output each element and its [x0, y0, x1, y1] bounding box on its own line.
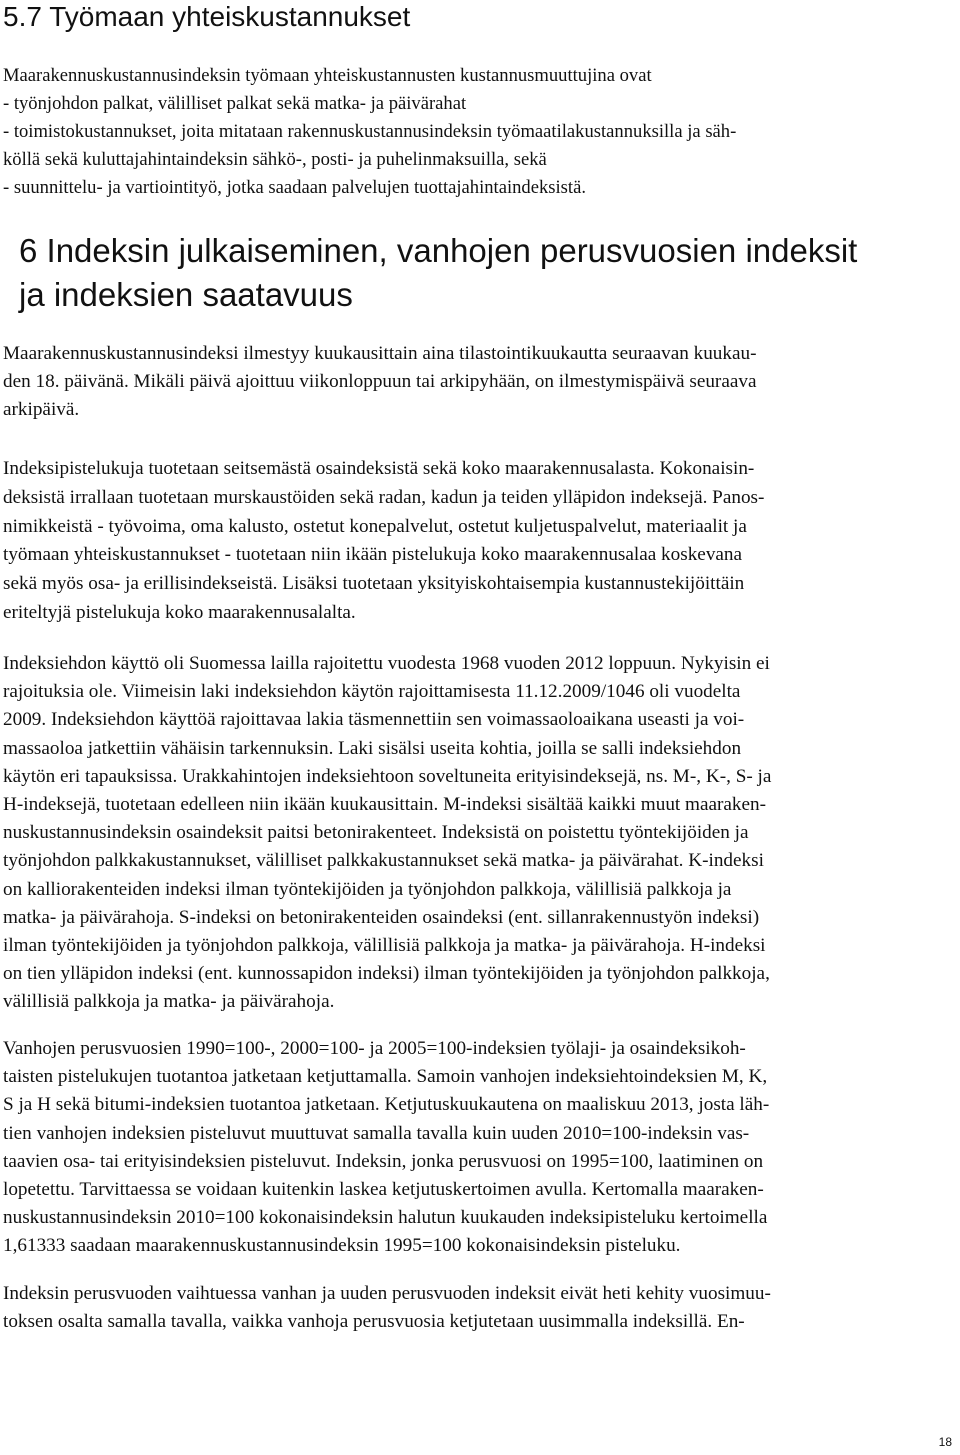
text-line: Vanhojen perusvuosien 1990=100-, 2000=100- ja 2005=100-indeksien työlaji- ja osaindeksikoh-	[3, 1038, 746, 1059]
paragraph-publication	[3, 340, 756, 424]
section-heading-5-7: 5.7 Työmaan yhteiskustannukset	[3, 1, 411, 32]
text-line: - toimistokustannukset, joita mitataan rakennuskustannusindeksin työmaatilakustannuksilla ja säh-	[3, 121, 737, 142]
paragraph-index-points	[3, 455, 764, 628]
heading-line: 6 Indeksin julkaiseminen, vanhojen perusvuosien indeksit	[19, 232, 858, 269]
text-line: taavien osa- tai erityisindeksien pisteluvut. Indeksin, jonka perusvuosi on 1995=100, laatiminen on	[3, 1150, 764, 1172]
text-line: - työnjohdon palkat, välilliset palkat sekä matka- ja päivärahat	[3, 93, 467, 114]
text-line: sekä myös osa- ja erillisindekseistä. Lisäksi tuotetaan yksityiskohtaisempia kustannustekijöittäin	[3, 573, 745, 595]
text-line: työnjohdon palkkakustannukset, välilliset palkkakustannukset sekä matka- ja päivärahat. K-indeksi	[3, 850, 764, 872]
text-line: on kalliorakenteiden indeksi ilman työntekijöiden ja työnjohdon palkkoja, välillisiä palkkoja ja	[3, 878, 732, 900]
text-line: 1,61333 saadaan maarakennuskustannusindeksin 1995=100 kokonaisindeksin pisteluku.	[3, 1235, 681, 1257]
text-line: Maarakennuskustannusindeksi ilmestyy kuukausittain aina tilastointikuukautta seuraavan kuukau-	[3, 343, 757, 364]
text-line: taisten pistelukujen tuotantoa jatketaan ketjuttamalla. Samoin vanhojen indeksiehtoindeksien M, K,	[3, 1066, 768, 1088]
text-line: S ja H sekä bitumi-indeksien tuotantoa jatketaan. Ketjutuskuukautena on maaliskuu 2013, josta läh-	[3, 1094, 770, 1116]
page-number: 18	[938, 1435, 952, 1449]
text-line: eriteltyjä pistelukuja koko maarakennusalalta.	[3, 601, 356, 623]
text-line: arkipäivä.	[3, 399, 80, 420]
paragraph-index-clause	[3, 650, 771, 1016]
paragraph-base-year-change	[3, 1280, 771, 1336]
text-line: käytön eri tapauksissa. Urakkahintojen indeksiehtoon soveltuneita erityisindeksejä, ns. M-, K-, S- ja	[3, 765, 772, 787]
text-line: tien vanhojen indeksien pisteluvut muuttuvat samalla tavalla kuin uuden 2010=100-indeksin vas-	[3, 1122, 750, 1144]
heading-line: ja indeksien saatavuus	[19, 276, 353, 313]
text-line: massaoloa jatkettiin vähäisin tarkennuksin. Laki sisälsi useita kohtia, joilla se salli indeksiehdon	[3, 737, 742, 759]
text-line: lopetettu. Tarvittaessa se voidaan kuitenkin laskea ketjutuskertoimen avulla. Kertomalla maaraken-	[3, 1178, 764, 1200]
text-line: Maarakennuskustannusindeksin työmaan yhteiskustannusten kustannusmuuttujina ovat	[3, 65, 652, 86]
text-line: matka- ja päivärahoja. S-indeksi on betonirakenteiden osaindeksi (ent. sillanrakennustyön indeksi)	[3, 906, 760, 928]
text-line: H-indeksejä, tuotetaan edelleen niin ikään kuukausittain. M-indeksi sisältää kaikki muut maaraken-	[3, 793, 767, 815]
text-line: on tien ylläpidon indeksi (ent. kunnossapidon indeksi) ilman työntekijöiden ja työnjohdon palkkoja,	[3, 963, 770, 985]
text-line: rajoituksia ole. Viimeisin laki indeksiehdon käytön rajoittamisesta 11.12.2009/1046 oli vuodelta	[3, 681, 741, 703]
text-line: työmaan yhteiskustannukset - tuotetaan niin ikään pistelukuja koko maarakennusalaa koskevana	[3, 544, 743, 566]
text-line: nimikkeistä - työvoima, oma kalusto, ostetut konepalvelut, ostetut kuljetuspalvelut, materiaalit ja	[3, 515, 747, 537]
text-line: Indeksiehdon käyttö oli Suomessa lailla rajoitettu vuodesta 1968 vuoden 2012 loppuun. Nykyisin ei	[3, 653, 770, 674]
text-line: toksen osalta samalla tavalla, vaikka vanhoja perusvuosia ketjutetaan uusimmalla indeksillä. En-	[3, 1311, 745, 1332]
text-line: Indeksin perusvuoden vaihtuessa vanhan ja uuden perusvuoden indeksit eivät heti kehity vuosimuu-	[3, 1283, 771, 1304]
text-line: 2009. Indeksiehdon käyttöä rajoittavaa lakia täsmennettiin sen voimassaoloaikana useasti ja voi-	[3, 709, 745, 731]
text-line: köllä sekä kuluttajahintaindeksin sähkö-, posti- ja puhelinmaksuilla, sekä	[3, 149, 547, 170]
text-line: Indeksipistelukuja tuotetaan seitsemästä osaindeksistä sekä koko maarakennusalasta. Kokonaisin-	[3, 458, 755, 479]
section-heading-6	[19, 229, 857, 317]
text-line: deksistä irrallaan tuotetaan murskaustöiden sekä radan, kadun ja teiden ylläpidon indeksejä. Panos-	[3, 486, 765, 508]
paragraph-old-base-years	[3, 1035, 769, 1261]
text-line: ilman työntekijöiden ja työnjohdon palkkoja, välillisiä palkkoja ja matka- ja päivärahoja. H-indeksi	[3, 934, 766, 956]
text-line: den 18. päivänä. Mikäli päivä ajoittuu viikonloppuun tai arkipyhään, on ilmestymispäivä seuraava	[3, 371, 757, 392]
section-5-7-body	[3, 62, 736, 202]
text-line: nuskustannusindeksin osaindeksit paitsi betonirakenteet. Indeksistä on poistettu työntekijöiden ja	[3, 822, 749, 844]
text-line: nuskustannusindeksin 2010=100 kokonaisindeksin halutun kuukauden indeksipisteluku kertoimella	[3, 1207, 768, 1229]
text-line: - suunnittelu- ja vartiointityö, jotka saadaan palvelujen tuottajahintaindeksistä.	[3, 177, 586, 198]
text-line: välillisiä palkkoja ja matka- ja päivärahoja.	[3, 991, 335, 1013]
